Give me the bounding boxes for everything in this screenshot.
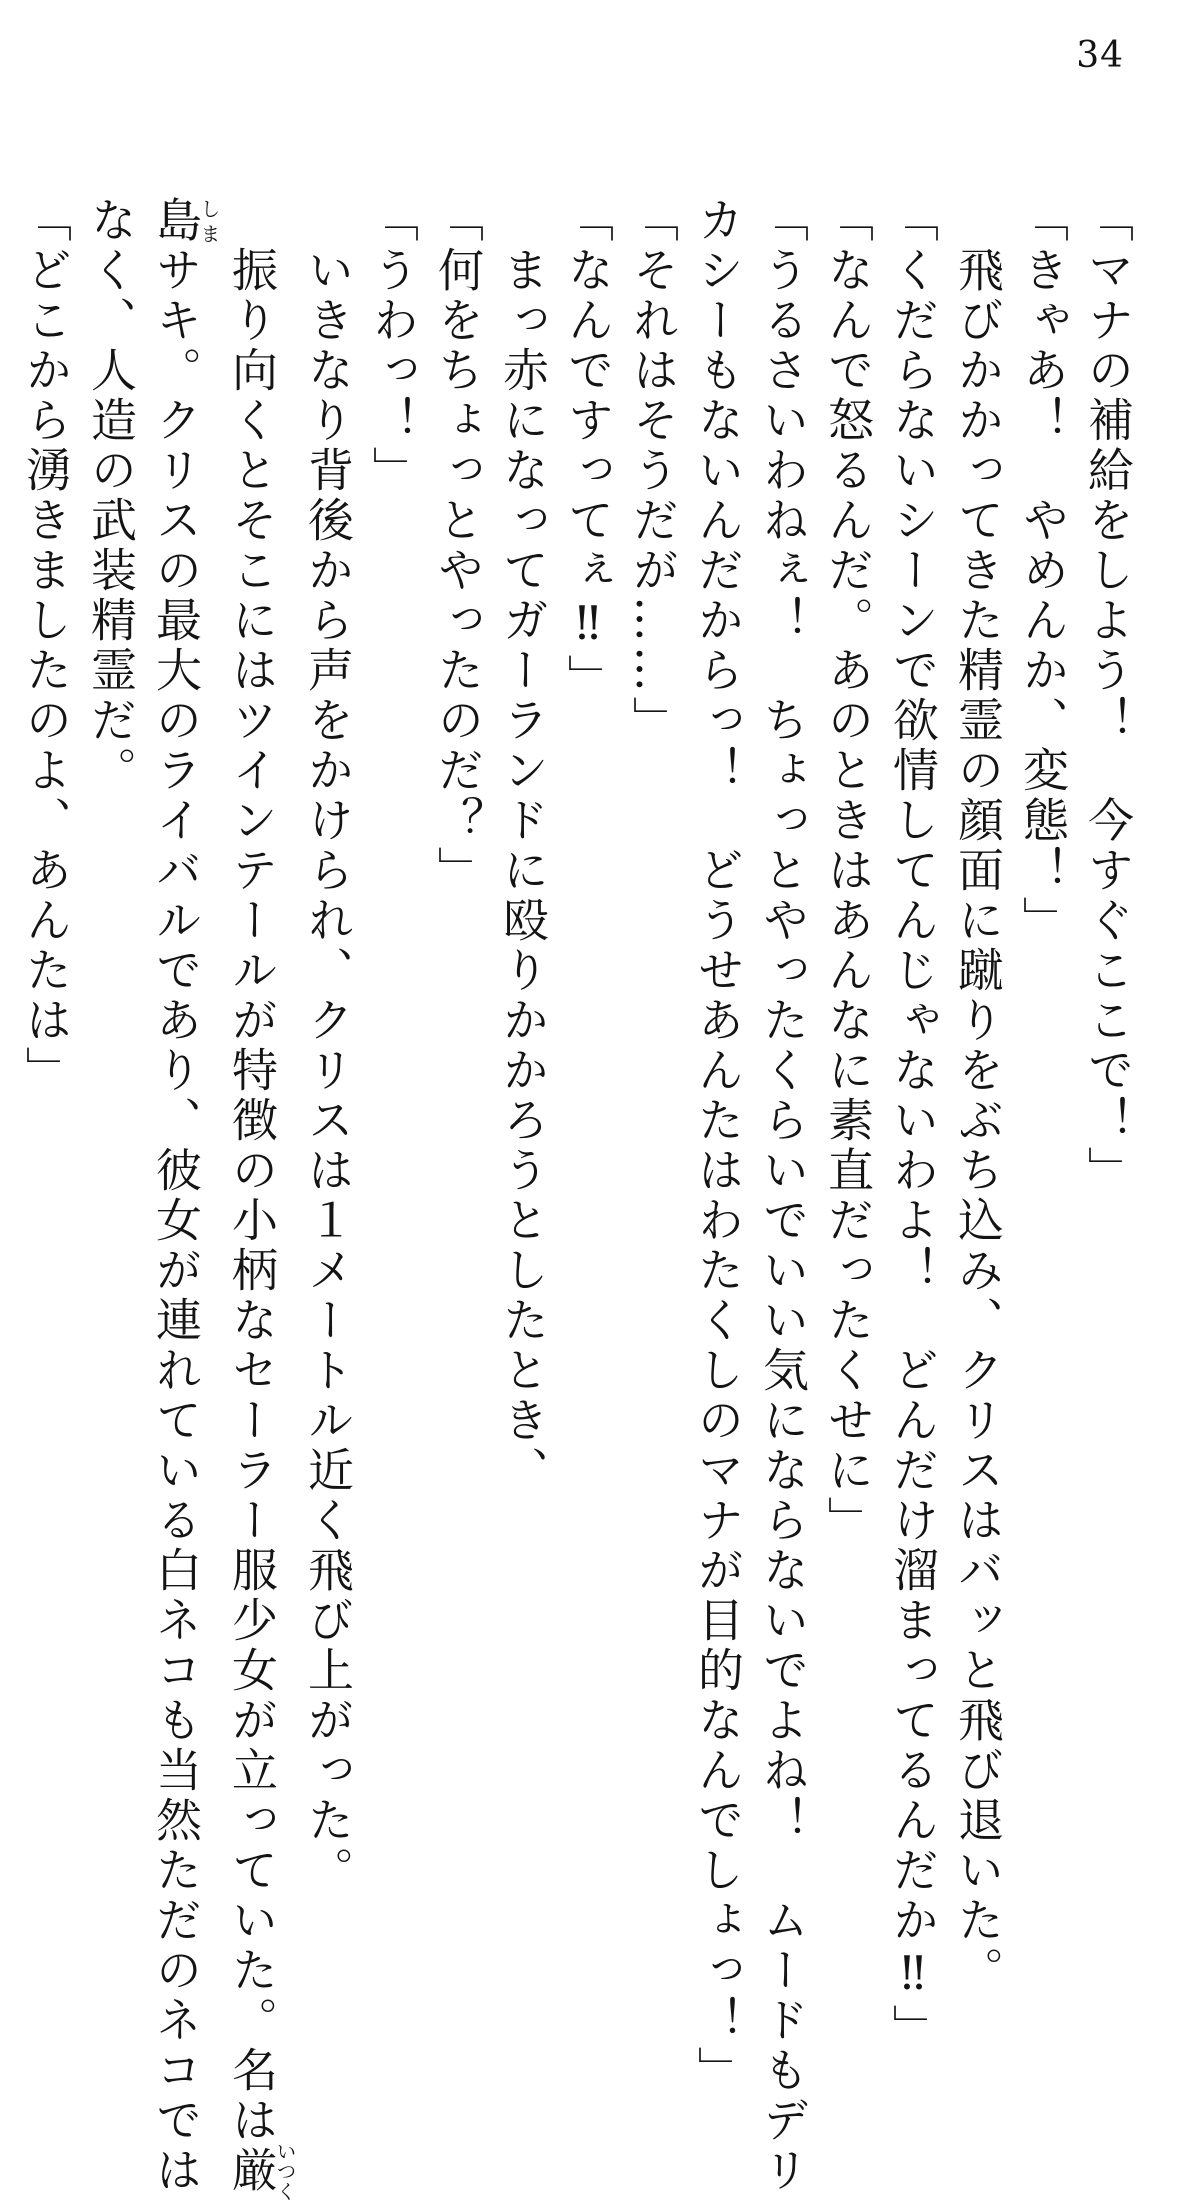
ruby-base: 厳 [225, 2141, 279, 2201]
text-line: 「うるさいわねぇ！ ちょっとやったくらいでいい気にならないでよね！ ムードもデリ [756, 196, 810, 2196]
text-line: 「マナの補給をしよう！ 今すぐここで！」 [1081, 196, 1135, 1196]
text-line-body: サキ。クリスの最大のライバルであり、彼女が連れている白ネコも当然ただのネコでは [149, 246, 203, 2196]
ruby-base: 島 [149, 196, 203, 246]
text-line: 「きゃあ！ やめんか、変態！」 [1016, 196, 1070, 946]
text-line-body: 振り向くとそこにはツインテールが特徴の小柄なセーラー服少女が立っていた。名は [225, 196, 279, 2146]
text-line: 「なんで怒るんだ。あのときはあんなに素直だったくせに」 [821, 196, 875, 1546]
text-line: 飛びかかってきた精霊の顔面に蹴りをぶち込み、クリスはバッと飛び退いた。 [951, 196, 1005, 1996]
ruby-kanji [149, 196, 221, 246]
vertical-text-block [19, 196, 1140, 2201]
text-line: まっ赤になってガーランドに殴りかかろうとしたとき、 [496, 196, 550, 1496]
text-line: 「うわっ！」 [366, 196, 420, 496]
text-line: 「何をちょっとやったのだ？」 [431, 196, 485, 896]
text-line-with-ruby [219, 196, 297, 2201]
text-line: カシーもないんだからっ！ どうせあんたはわたくしのマナが目的なんでしょっ！」 [691, 196, 745, 2096]
ruby-reading: いつく [273, 2141, 297, 2201]
text-line: 「それはそうだが……」 [626, 196, 680, 746]
text-line: 「どこから湧きましたのよ、あんたは」 [19, 196, 73, 1096]
text-line: なく、人造の武装精霊だ。 [84, 196, 138, 796]
page-number: 34 [1076, 35, 1124, 76]
ruby-kanji [225, 2141, 297, 2201]
ruby-reading: しま [197, 196, 221, 246]
text-line: 「くだらないシーンで欲情してんじゃないわよ！ どんだけ溜まってるんだか‼」 [886, 196, 940, 2054]
text-line: 「なんですってぇ‼」 [561, 196, 615, 704]
text-line: いきなり背後から声をかけられ、クリスは１メートル近く飛び上がった。 [301, 196, 355, 1896]
text-line-with-ruby [143, 196, 221, 2196]
